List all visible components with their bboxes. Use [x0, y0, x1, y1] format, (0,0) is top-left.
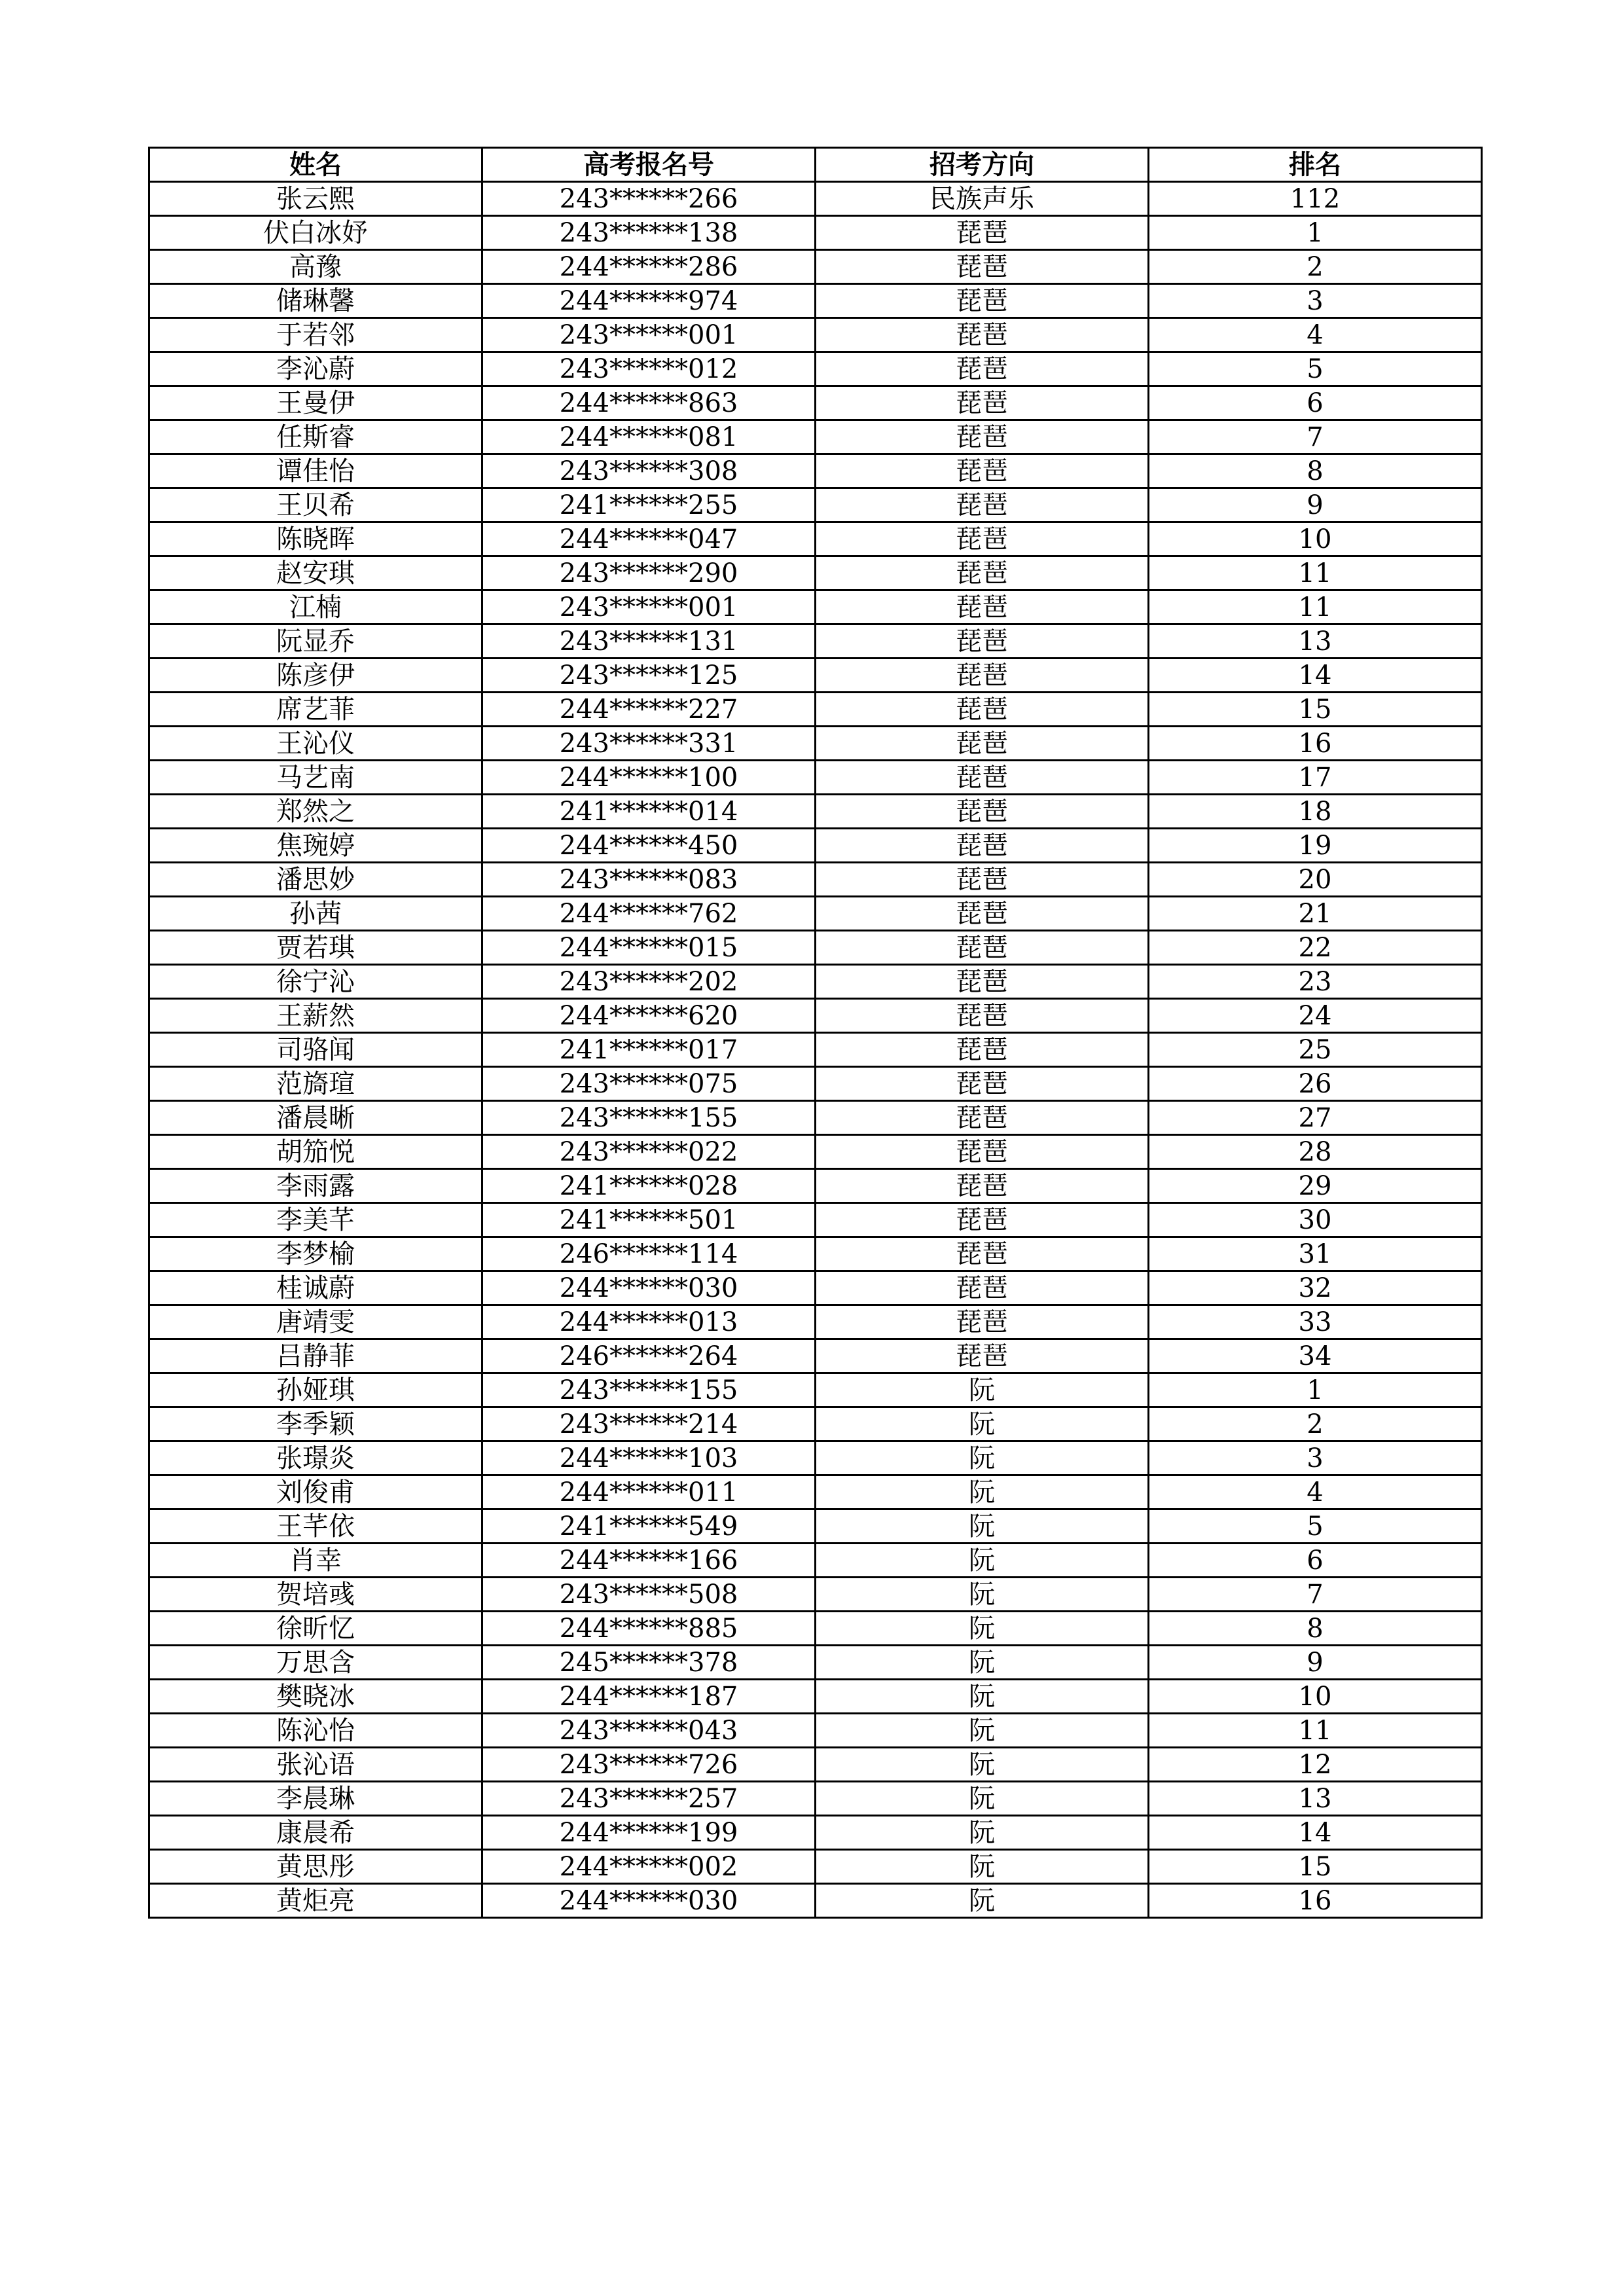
cell-rank: 5: [1149, 1509, 1482, 1544]
table-row: [149, 1305, 1482, 1339]
cell-name: 王沁仪: [149, 727, 482, 761]
cell-rank: 22: [1149, 931, 1482, 965]
table-row: [149, 1067, 1482, 1101]
table-row: [149, 693, 1482, 727]
table-row: [149, 931, 1482, 965]
cell-name: 胡笳悦: [149, 1135, 482, 1169]
cell-name: 潘思妙: [149, 863, 482, 897]
cell-exam-id: 244******199: [482, 1816, 816, 1850]
table-row: [149, 284, 1482, 318]
cell-name: 徐宁沁: [149, 965, 482, 999]
cell-direction: 阮: [816, 1884, 1149, 1918]
cell-rank: 15: [1149, 693, 1482, 727]
cell-rank: 12: [1149, 1748, 1482, 1782]
cell-rank: 13: [1149, 624, 1482, 659]
table-row: [149, 1782, 1482, 1816]
cell-name: 陈彦伊: [149, 659, 482, 693]
cell-direction: 琵琶: [816, 216, 1149, 250]
cell-direction: 琵琶: [816, 1067, 1149, 1101]
cell-name: 陈沁怡: [149, 1714, 482, 1748]
table-row: [149, 1748, 1482, 1782]
cell-direction: 琵琶: [816, 795, 1149, 829]
cell-direction: 琵琶: [816, 863, 1149, 897]
cell-direction: 阮: [816, 1782, 1149, 1816]
cell-exam-id: 245******378: [482, 1646, 816, 1680]
cell-exam-id: 244******450: [482, 829, 816, 863]
cell-direction: 琵琶: [816, 1101, 1149, 1135]
cell-name: 江楠: [149, 590, 482, 624]
cell-exam-id: 241******014: [482, 795, 816, 829]
cell-rank: 3: [1149, 1441, 1482, 1475]
cell-rank: 10: [1149, 522, 1482, 556]
table-row: [149, 1714, 1482, 1748]
cell-direction: 琵琶: [816, 250, 1149, 284]
table-row: [149, 1135, 1482, 1169]
table-row: [149, 1475, 1482, 1509]
table-row: [149, 999, 1482, 1033]
table-row: [149, 829, 1482, 863]
cell-name: 王贝希: [149, 488, 482, 522]
cell-exam-id: 243******022: [482, 1135, 816, 1169]
cell-exam-id: 241******017: [482, 1033, 816, 1067]
cell-exam-id: 244******011: [482, 1475, 816, 1509]
cell-direction: 琵琶: [816, 1203, 1149, 1237]
cell-rank: 4: [1149, 1475, 1482, 1509]
cell-exam-id: 246******114: [482, 1237, 816, 1271]
cell-direction: 琵琶: [816, 1237, 1149, 1271]
cell-direction: 阮: [816, 1748, 1149, 1782]
cell-exam-id: 243******308: [482, 454, 816, 488]
cell-name: 高豫: [149, 250, 482, 284]
cell-rank: 27: [1149, 1101, 1482, 1135]
cell-name: 赵安琪: [149, 556, 482, 590]
cell-rank: 2: [1149, 1407, 1482, 1441]
cell-rank: 1: [1149, 1373, 1482, 1407]
cell-name: 康晨希: [149, 1816, 482, 1850]
cell-direction: 阮: [816, 1714, 1149, 1748]
cell-exam-id: 243******508: [482, 1578, 816, 1612]
cell-rank: 11: [1149, 1714, 1482, 1748]
cell-exam-id: 243******257: [482, 1782, 816, 1816]
table-row: [149, 1373, 1482, 1407]
cell-name: 唐靖雯: [149, 1305, 482, 1339]
cell-exam-id: 243******290: [482, 556, 816, 590]
cell-name: 张沁语: [149, 1748, 482, 1782]
cell-direction: 琵琶: [816, 761, 1149, 795]
table-row: [149, 897, 1482, 931]
cell-exam-id: 244******015: [482, 931, 816, 965]
cell-direction: 琵琶: [816, 284, 1149, 318]
cell-name: 伏白冰妤: [149, 216, 482, 250]
cell-exam-id: 244******013: [482, 1305, 816, 1339]
cell-rank: 31: [1149, 1237, 1482, 1271]
cell-name: 李美芊: [149, 1203, 482, 1237]
table-row: [149, 1339, 1482, 1373]
cell-rank: 7: [1149, 1578, 1482, 1612]
table-row: [149, 1884, 1482, 1918]
cell-name: 席艺菲: [149, 693, 482, 727]
cell-exam-id: 241******501: [482, 1203, 816, 1237]
header-row: [149, 148, 1482, 182]
cell-rank: 25: [1149, 1033, 1482, 1067]
table-row: [149, 1509, 1482, 1544]
table-row: [149, 965, 1482, 999]
cell-rank: 9: [1149, 1646, 1482, 1680]
cell-rank: 14: [1149, 1816, 1482, 1850]
cell-name: 司骆闻: [149, 1033, 482, 1067]
cell-exam-id: 241******549: [482, 1509, 816, 1544]
table-row: [149, 556, 1482, 590]
cell-exam-id: 244******103: [482, 1441, 816, 1475]
cell-name: 李沁蔚: [149, 352, 482, 386]
header-exam-id: 高考报名号: [482, 148, 816, 182]
cell-name: 徐昕忆: [149, 1612, 482, 1646]
cell-direction: 琵琶: [816, 1271, 1149, 1305]
table-row: [149, 727, 1482, 761]
cell-direction: 琵琶: [816, 590, 1149, 624]
cell-rank: 6: [1149, 1544, 1482, 1578]
table-row: [149, 1680, 1482, 1714]
table-row: [149, 250, 1482, 284]
cell-exam-id: 244******187: [482, 1680, 816, 1714]
table-row: [149, 1646, 1482, 1680]
cell-exam-id: 244******081: [482, 420, 816, 454]
cell-name: 李季颖: [149, 1407, 482, 1441]
cell-direction: 琵琶: [816, 1033, 1149, 1067]
cell-direction: 琵琶: [816, 556, 1149, 590]
cell-rank: 11: [1149, 590, 1482, 624]
cell-name: 孙娅琪: [149, 1373, 482, 1407]
cell-rank: 112: [1149, 182, 1482, 216]
cell-direction: 琵琶: [816, 659, 1149, 693]
cell-rank: 8: [1149, 1612, 1482, 1646]
cell-exam-id: 243******131: [482, 624, 816, 659]
cell-rank: 2: [1149, 250, 1482, 284]
cell-direction: 琵琶: [816, 454, 1149, 488]
cell-name: 刘俊甫: [149, 1475, 482, 1509]
cell-direction: 琵琶: [816, 1339, 1149, 1373]
cell-direction: 阮: [816, 1544, 1149, 1578]
cell-rank: 13: [1149, 1782, 1482, 1816]
cell-rank: 3: [1149, 284, 1482, 318]
cell-name: 阮显乔: [149, 624, 482, 659]
cell-exam-id: 243******012: [482, 352, 816, 386]
cell-direction: 阮: [816, 1850, 1149, 1884]
cell-rank: 14: [1149, 659, 1482, 693]
cell-direction: 琵琶: [816, 386, 1149, 420]
cell-exam-id: 244******762: [482, 897, 816, 931]
cell-name: 张璟炎: [149, 1441, 482, 1475]
cell-name: 储琳馨: [149, 284, 482, 318]
cell-exam-id: 244******030: [482, 1271, 816, 1305]
cell-name: 任斯睿: [149, 420, 482, 454]
cell-rank: 18: [1149, 795, 1482, 829]
cell-exam-id: 243******155: [482, 1101, 816, 1135]
cell-exam-id: 244******885: [482, 1612, 816, 1646]
cell-exam-id: 243******001: [482, 318, 816, 352]
ranking-table: [148, 147, 1483, 1919]
cell-rank: 16: [1149, 727, 1482, 761]
cell-exam-id: 244******286: [482, 250, 816, 284]
cell-exam-id: 244******100: [482, 761, 816, 795]
cell-rank: 21: [1149, 897, 1482, 931]
cell-direction: 琵琶: [816, 488, 1149, 522]
cell-direction: 阮: [816, 1646, 1149, 1680]
cell-rank: 17: [1149, 761, 1482, 795]
header-direction: 招考方向: [816, 148, 1149, 182]
table-row: [149, 522, 1482, 556]
table-row: [149, 795, 1482, 829]
cell-exam-id: 243******075: [482, 1067, 816, 1101]
cell-exam-id: 244******030: [482, 1884, 816, 1918]
table-row: [149, 182, 1482, 216]
cell-rank: 19: [1149, 829, 1482, 863]
cell-exam-id: 244******620: [482, 999, 816, 1033]
table-row: [149, 863, 1482, 897]
cell-exam-id: 243******043: [482, 1714, 816, 1748]
cell-direction: 琵琶: [816, 624, 1149, 659]
cell-exam-id: 244******863: [482, 386, 816, 420]
cell-rank: 33: [1149, 1305, 1482, 1339]
cell-rank: 29: [1149, 1169, 1482, 1203]
table-body: [149, 182, 1482, 1918]
table-row: [149, 1033, 1482, 1067]
cell-rank: 23: [1149, 965, 1482, 999]
cell-rank: 32: [1149, 1271, 1482, 1305]
cell-rank: 11: [1149, 556, 1482, 590]
cell-name: 万思含: [149, 1646, 482, 1680]
cell-direction: 琵琶: [816, 897, 1149, 931]
cell-rank: 24: [1149, 999, 1482, 1033]
cell-exam-id: 246******264: [482, 1339, 816, 1373]
cell-rank: 15: [1149, 1850, 1482, 1884]
cell-rank: 34: [1149, 1339, 1482, 1373]
cell-name: 李梦榆: [149, 1237, 482, 1271]
header-rank: 排名: [1149, 148, 1482, 182]
cell-exam-id: 244******047: [482, 522, 816, 556]
table-row: [149, 1578, 1482, 1612]
cell-exam-id: 244******974: [482, 284, 816, 318]
cell-name: 吕静菲: [149, 1339, 482, 1373]
table-row: [149, 488, 1482, 522]
cell-name: 于若邻: [149, 318, 482, 352]
cell-name: 贺培彧: [149, 1578, 482, 1612]
table-row: [149, 454, 1482, 488]
table-row: [149, 590, 1482, 624]
cell-exam-id: 243******155: [482, 1373, 816, 1407]
table-row: [149, 1850, 1482, 1884]
cell-exam-id: 243******726: [482, 1748, 816, 1782]
table-row: [149, 1612, 1482, 1646]
cell-rank: 1: [1149, 216, 1482, 250]
table-row: [149, 1169, 1482, 1203]
cell-direction: 阮: [816, 1612, 1149, 1646]
cell-direction: 阮: [816, 1509, 1149, 1544]
cell-direction: 琵琶: [816, 727, 1149, 761]
cell-direction: 琵琶: [816, 522, 1149, 556]
cell-name: 张云熙: [149, 182, 482, 216]
table-row: [149, 1271, 1482, 1305]
cell-direction: 民族声乐: [816, 182, 1149, 216]
cell-direction: 琵琶: [816, 420, 1149, 454]
cell-rank: 4: [1149, 318, 1482, 352]
cell-name: 李晨琳: [149, 1782, 482, 1816]
cell-rank: 5: [1149, 352, 1482, 386]
table-row: [149, 1237, 1482, 1271]
cell-exam-id: 243******214: [482, 1407, 816, 1441]
cell-direction: 阮: [816, 1816, 1149, 1850]
cell-rank: 16: [1149, 1884, 1482, 1918]
cell-rank: 10: [1149, 1680, 1482, 1714]
cell-direction: 琵琶: [816, 965, 1149, 999]
cell-exam-id: 243******083: [482, 863, 816, 897]
cell-exam-id: 241******255: [482, 488, 816, 522]
cell-direction: 琵琶: [816, 999, 1149, 1033]
cell-exam-id: 244******002: [482, 1850, 816, 1884]
cell-name: 王曼伊: [149, 386, 482, 420]
table-row: [149, 624, 1482, 659]
cell-exam-id: 241******028: [482, 1169, 816, 1203]
cell-direction: 琵琶: [816, 1305, 1149, 1339]
table-row: [149, 659, 1482, 693]
cell-direction: 阮: [816, 1475, 1149, 1509]
cell-rank: 7: [1149, 420, 1482, 454]
table-row: [149, 1441, 1482, 1475]
cell-exam-id: 244******166: [482, 1544, 816, 1578]
table-row: [149, 318, 1482, 352]
table-row: [149, 1407, 1482, 1441]
table-row: [149, 352, 1482, 386]
cell-rank: 8: [1149, 454, 1482, 488]
header-name: 姓名: [149, 148, 482, 182]
cell-direction: 琵琶: [816, 931, 1149, 965]
cell-direction: 阮: [816, 1578, 1149, 1612]
table-row: [149, 1203, 1482, 1237]
cell-name: 王芊依: [149, 1509, 482, 1544]
cell-direction: 琵琶: [816, 352, 1149, 386]
cell-direction: 琵琶: [816, 693, 1149, 727]
cell-name: 谭佳怡: [149, 454, 482, 488]
cell-rank: 6: [1149, 386, 1482, 420]
cell-direction: 琵琶: [816, 1169, 1149, 1203]
cell-direction: 琵琶: [816, 829, 1149, 863]
cell-exam-id: 244******227: [482, 693, 816, 727]
table-row: [149, 420, 1482, 454]
cell-rank: 20: [1149, 863, 1482, 897]
table-row: [149, 216, 1482, 250]
cell-name: 马艺南: [149, 761, 482, 795]
cell-exam-id: 243******266: [482, 182, 816, 216]
cell-exam-id: 243******125: [482, 659, 816, 693]
cell-name: 潘晨晰: [149, 1101, 482, 1135]
cell-direction: 阮: [816, 1680, 1149, 1714]
cell-direction: 阮: [816, 1407, 1149, 1441]
table-header: [149, 148, 1482, 182]
table-row: [149, 761, 1482, 795]
table-row: [149, 1101, 1482, 1135]
cell-name: 焦琬婷: [149, 829, 482, 863]
cell-exam-id: 243******001: [482, 590, 816, 624]
cell-exam-id: 243******331: [482, 727, 816, 761]
cell-name: 郑然之: [149, 795, 482, 829]
cell-name: 桂诚蔚: [149, 1271, 482, 1305]
table-row: [149, 1544, 1482, 1578]
cell-exam-id: 243******202: [482, 965, 816, 999]
cell-direction: 琵琶: [816, 1135, 1149, 1169]
cell-direction: 阮: [816, 1373, 1149, 1407]
cell-name: 贾若琪: [149, 931, 482, 965]
table-row: [149, 386, 1482, 420]
cell-rank: 30: [1149, 1203, 1482, 1237]
cell-rank: 9: [1149, 488, 1482, 522]
cell-name: 樊晓冰: [149, 1680, 482, 1714]
cell-rank: 26: [1149, 1067, 1482, 1101]
cell-name: 孙茜: [149, 897, 482, 931]
cell-direction: 琵琶: [816, 318, 1149, 352]
cell-name: 黄炬亮: [149, 1884, 482, 1918]
cell-name: 李雨露: [149, 1169, 482, 1203]
cell-name: 陈晓晖: [149, 522, 482, 556]
cell-name: 黄思彤: [149, 1850, 482, 1884]
table-row: [149, 1816, 1482, 1850]
cell-name: 王薪然: [149, 999, 482, 1033]
cell-name: 肖幸: [149, 1544, 482, 1578]
cell-rank: 28: [1149, 1135, 1482, 1169]
cell-direction: 阮: [816, 1441, 1149, 1475]
cell-name: 范旖瑄: [149, 1067, 482, 1101]
cell-exam-id: 243******138: [482, 216, 816, 250]
